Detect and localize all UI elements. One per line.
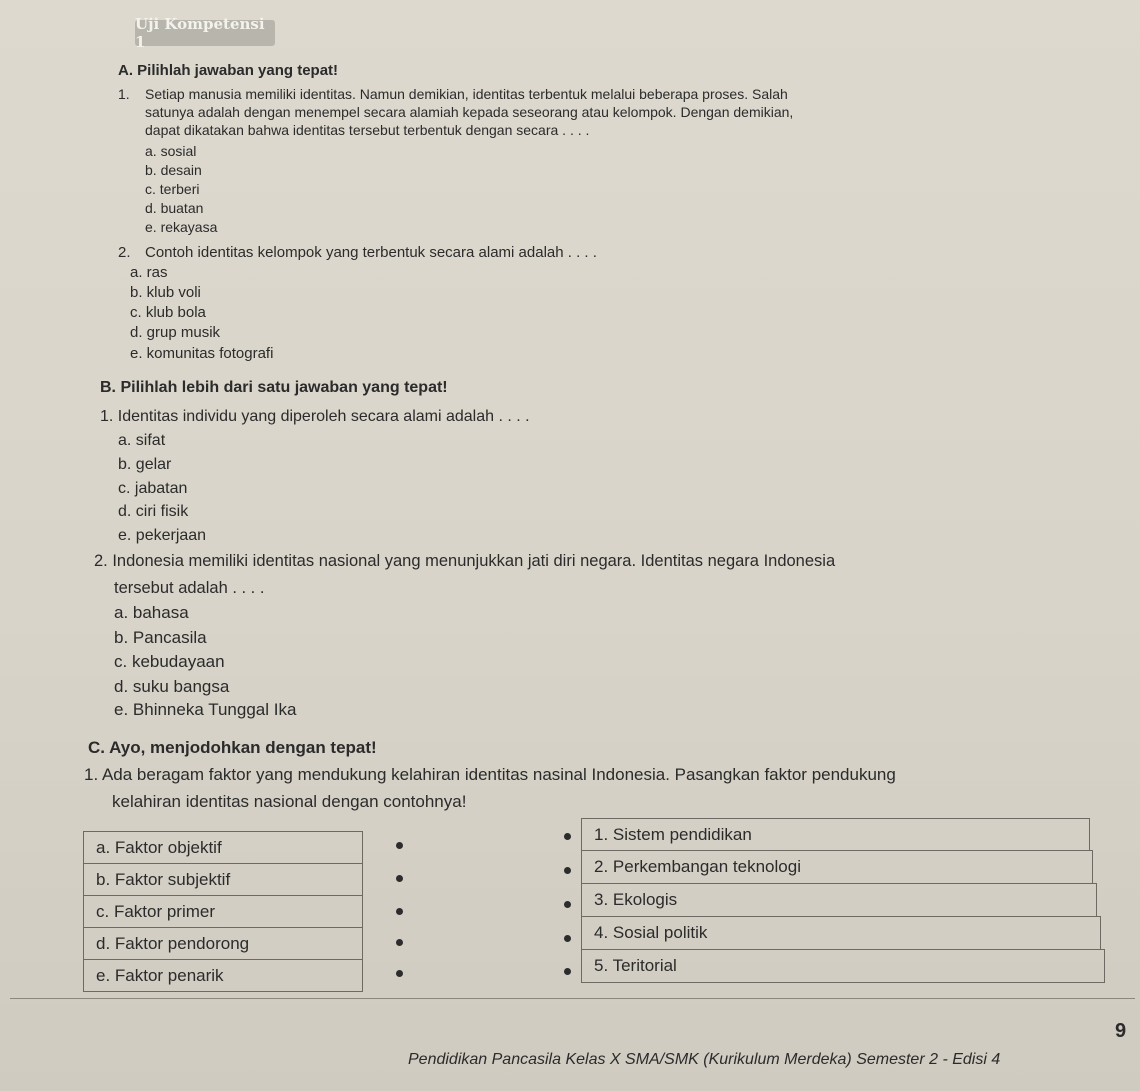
example-box-3: 3. Ekologis: [581, 883, 1097, 917]
a-q1-number: 1.: [118, 86, 130, 102]
a-q1-line-1: Setiap manusia memiliki identitas. Namun demikian, identitas terbentuk melalui beberapa proses. Salah: [145, 86, 788, 102]
a-q1-option-b: b. desain: [145, 162, 202, 178]
section-a-title: A. Pilihlah jawaban yang tepat!: [118, 62, 339, 79]
left-connector-dot[interactable]: [396, 939, 403, 946]
example-box-1: 1. Sistem pendidikan: [581, 818, 1090, 851]
a-q2-option-e: e. komunitas fotografi: [130, 345, 274, 362]
a-q2-option-c: c. klub bola: [130, 304, 206, 321]
left-connector-dot[interactable]: [396, 875, 403, 882]
c-q1-line-2: kelahiran identitas nasional dengan contohnya!: [112, 792, 467, 811]
footer-caption: Pendidikan Pancasila Kelas X SMA/SMK (Kurikulum Merdeka) Semester 2 - Edisi 4: [408, 1051, 1001, 1068]
page-number: 9: [1115, 1020, 1127, 1042]
left-connector-dot[interactable]: [396, 908, 403, 915]
factor-box-c: c. Faktor primer: [83, 895, 363, 928]
section-b-title: B. Pilihlah lebih dari satu jawaban yang tepat!: [100, 379, 448, 396]
b-q1-option-d: d. ciri fisik: [118, 503, 189, 520]
a-q1-option-c: c. terberi: [145, 181, 200, 197]
left-connector-dot[interactable]: [396, 842, 403, 849]
factor-box-a: a. Faktor objektif: [83, 831, 363, 864]
right-connector-dot[interactable]: [564, 935, 571, 942]
b-q2-line-2: tersebut adalah . . . .: [114, 579, 265, 597]
b-q2-option-c: c. kebudayaan: [114, 652, 225, 671]
c-q1-line-1: 1. Ada beragam faktor yang mendukung kelahiran identitas nasinal Indonesia. Pasangkan faktor pendukung: [84, 765, 896, 784]
left-connector-dot[interactable]: [396, 970, 403, 977]
b-q2-option-a: a. bahasa: [114, 603, 189, 622]
a-q2-option-a: a. ras: [130, 264, 168, 281]
exercise-title-badge: Uji Kompetensi 1: [135, 20, 275, 46]
right-connector-dot[interactable]: [564, 867, 571, 874]
factor-box-e: e. Faktor penarik: [83, 959, 363, 992]
a-q1-option-d: d. buatan: [145, 200, 204, 216]
b-q2-option-d: d. suku bangsa: [114, 677, 230, 696]
right-connector-dot[interactable]: [564, 968, 571, 975]
b-q2-option-e: e. Bhinneka Tunggal Ika: [114, 700, 297, 719]
a-q1-line-3: dapat dikatakan bahwa identitas tersebut terbentuk dengan secara . . . .: [145, 122, 590, 138]
right-connector-dot[interactable]: [564, 901, 571, 908]
footer-divider: [10, 998, 1135, 999]
example-box-5: 5. Teritorial: [581, 949, 1105, 983]
b-q1-text: 1. Identitas individu yang diperoleh secara alami adalah . . . .: [100, 408, 530, 425]
factor-box-d: d. Faktor pendorong: [83, 927, 363, 960]
example-box-2: 2. Perkembangan teknologi: [581, 850, 1093, 884]
example-box-4: 4. Sosial politik: [581, 916, 1101, 950]
a-q2-number: 2.: [118, 244, 131, 261]
a-q1-line-2: satunya adalah dengan menempel secara alamiah kepada seseorang atau kelompok. Dengan demikian,: [145, 104, 794, 120]
a-q1-option-e: e. rekayasa: [145, 219, 218, 235]
a-q2-option-b: b. klub voli: [130, 284, 201, 301]
b-q1-option-c: c. jabatan: [118, 480, 188, 497]
b-q2-line-1: 2. Indonesia memiliki identitas nasional yang menunjukkan jati diri negara. Identitas negara Indonesia: [94, 552, 836, 570]
section-c-title: C. Ayo, menjodohkan dengan tepat!: [88, 738, 377, 757]
b-q1-option-b: b. gelar: [118, 456, 172, 473]
a-q2-text: Contoh identitas kelompok yang terbentuk secara alami adalah . . . .: [145, 244, 597, 261]
b-q2-option-b: b. Pancasila: [114, 628, 207, 647]
a-q2-option-d: d. grup musik: [130, 324, 221, 341]
a-q1-option-a: a. sosial: [145, 143, 197, 159]
factor-box-b: b. Faktor subjektif: [83, 863, 363, 896]
b-q1-option-a: a. sifat: [118, 432, 166, 449]
right-connector-dot[interactable]: [564, 833, 571, 840]
b-q1-option-e: e. pekerjaan: [118, 527, 207, 544]
